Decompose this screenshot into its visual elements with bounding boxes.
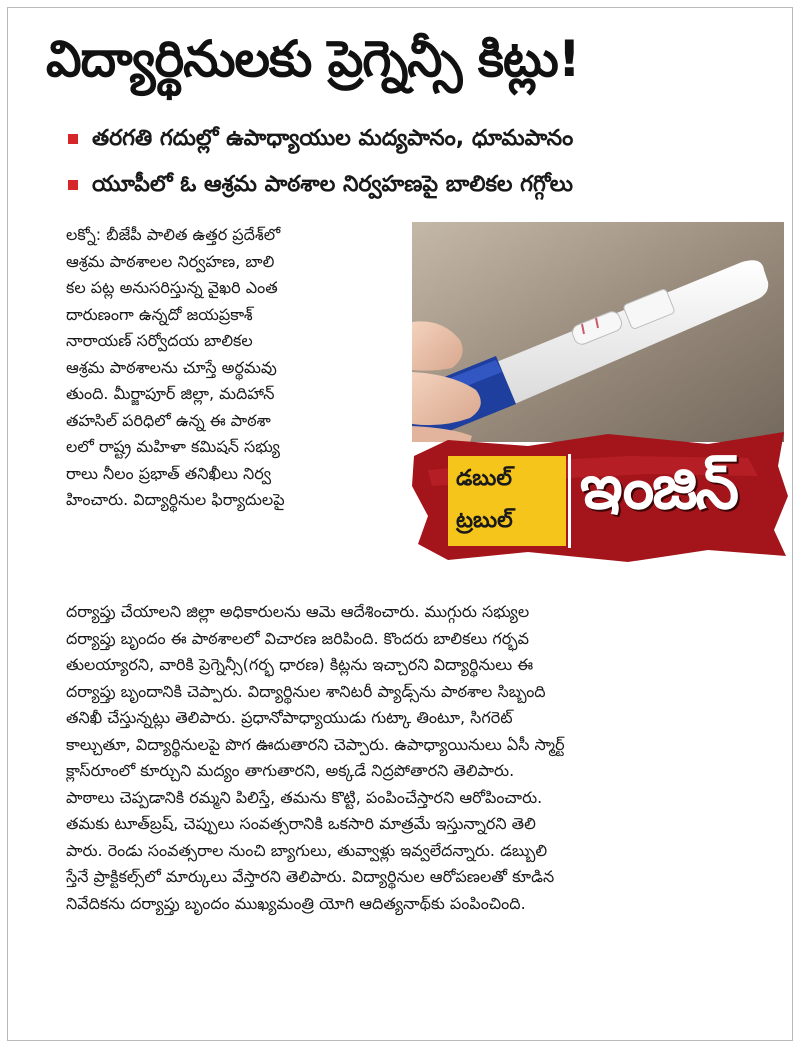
article-line: దర్యాప్తు బృందం ఈ పాఠశాలలో విచారణ జరిపింది. కొందరు బాలికలు గర్భవ — [66, 628, 529, 648]
article-line: హించారు. విద్యార్థినుల ఫిర్యాదులపై — [66, 490, 285, 509]
article-line: ఆశ్రమ పాఠశాలను చూస్తే అర్థమవు — [66, 357, 277, 377]
article-line: పారు. రెండు సంవత్సరాల నుంచి బ్యాగులు, తువ్వాళ్లు ఇవ్వలేదన్నారు. డబ్బులి — [66, 840, 548, 860]
article-line: ఆశ్రమ పాఠశాలల నిర్వహణ, బాలి — [66, 251, 275, 271]
subhead-1 — [68, 116, 768, 162]
article-line: లక్నో: బీజేపీ పాలిత ఉత్తర ప్రదేశ్‌లో — [66, 225, 281, 244]
banner-tag-line2: ట్రబుల్ — [456, 508, 513, 533]
article-wide-column — [66, 599, 778, 917]
news-clipping — [7, 7, 793, 1041]
article-line: తులయ్యారని, వారికి ప్రెగ్నెన్సీ(గర్భ ధారణ) కిట్లను ఇచ్చారని విద్యార్థినులు ఈ — [66, 655, 534, 674]
subheads — [68, 116, 768, 208]
article-narrow-column — [66, 222, 402, 514]
subhead-text: యూపీలో ఓ ఆశ్రమ పాఠశాల నిర్వహణపై బాలికల గగ్గోలు — [92, 172, 573, 197]
headline: విద్యార్థినులకు ప్రెగ్నెన్సీ కిట్లు! — [46, 30, 580, 88]
article-line: క్లాస్‌రూంలో కూర్చుని మద్యం తాగుతారని, అక్కడే నిద్రపోతారని తెలిపారు. — [66, 761, 515, 780]
banner-tag-line1: డబుల్ — [456, 466, 512, 491]
article-line: దారుణంగా ఉన్నదో జయప్రకాశ్ — [66, 304, 253, 324]
article-line: తనిఖీ చేస్తున్నట్లు తెలిపారు. ప్రధానోపాధ్యాయుడు గుట్కా తింటూ, సిగరెట్ — [66, 708, 513, 727]
article-line: పాఠాలు చెప్పడానికి రమ్మని పిలిస్తే, తమను కొట్టి, పంపించేస్తారని ఆరోపించారు. — [66, 787, 543, 807]
article-line: స్తేనే ప్రాక్టికల్స్‌లో మార్కులు వేస్తారని తెలిపారు. విద్యార్థినుల ఆరోపణలతో కూడిన — [66, 867, 555, 886]
banner-divider — [568, 454, 571, 548]
article-line: తుంది. మీర్జాపూర్ జిల్లా, మదిహాన్ — [66, 384, 275, 403]
square-bullet-icon — [68, 180, 78, 190]
subhead-text: తరగతి గదుల్లో ఉపాధ్యాయుల మద్యపానం, ధూమపానం — [92, 126, 574, 151]
article-line: దర్యాప్తు బృందానికి చెప్పారు. విద్యార్థినుల శానిటరీ ప్యాడ్స్‌ను పాఠశాల సిబ్బంది — [66, 681, 546, 701]
double-engine-banner — [408, 426, 790, 566]
subhead-2 — [68, 162, 768, 208]
article-line: రాలు నీలం ప్రభాత్ తనిఖీలు నిర్వ — [66, 463, 272, 483]
pregnancy-test-photo — [412, 222, 784, 442]
article-line: లలో రాష్ట్ర మహిళా కమిషన్ సభ్యు — [66, 437, 280, 456]
article-line: నారాయణ్ సర్వోదయ బాలికల — [66, 331, 253, 350]
pregnancy-test-kit-icon — [412, 222, 784, 442]
square-bullet-icon — [68, 134, 78, 144]
banner-big-text: ఇంజిన్ — [580, 450, 737, 523]
article-line: తమకు టూత్‌బ్రష్, చెప్పులు సంవత్సరానికి ఒకసారి మాత్రమే ఇస్తున్నారని తెలి — [66, 814, 536, 833]
article-line: దర్యాప్తు చేయాలని జిల్లా అధికారులను ఆమె ఆదేశించారు. ముగ్గురు సభ్యుల — [66, 602, 530, 621]
article-line: కల పట్ల అనుసరిస్తున్న వైఖరి ఎంత — [66, 278, 278, 297]
article-line: కాల్చుతూ, విద్యార్థినులపై పొగ ఊదుతారని చెప్పారు. ఉపాధ్యాయినులు ఏసీ స్మార్ట్ — [66, 734, 565, 754]
article-line: నివేదికను దర్యాప్తు బృందం ముఖ్యమంత్రి యోగి ఆదిత్యనాథ్‌కు పంపించింది. — [66, 893, 526, 913]
article-line: తహసిల్ పరిధిలో ఉన్న ఈ పాఠశా — [66, 410, 271, 430]
